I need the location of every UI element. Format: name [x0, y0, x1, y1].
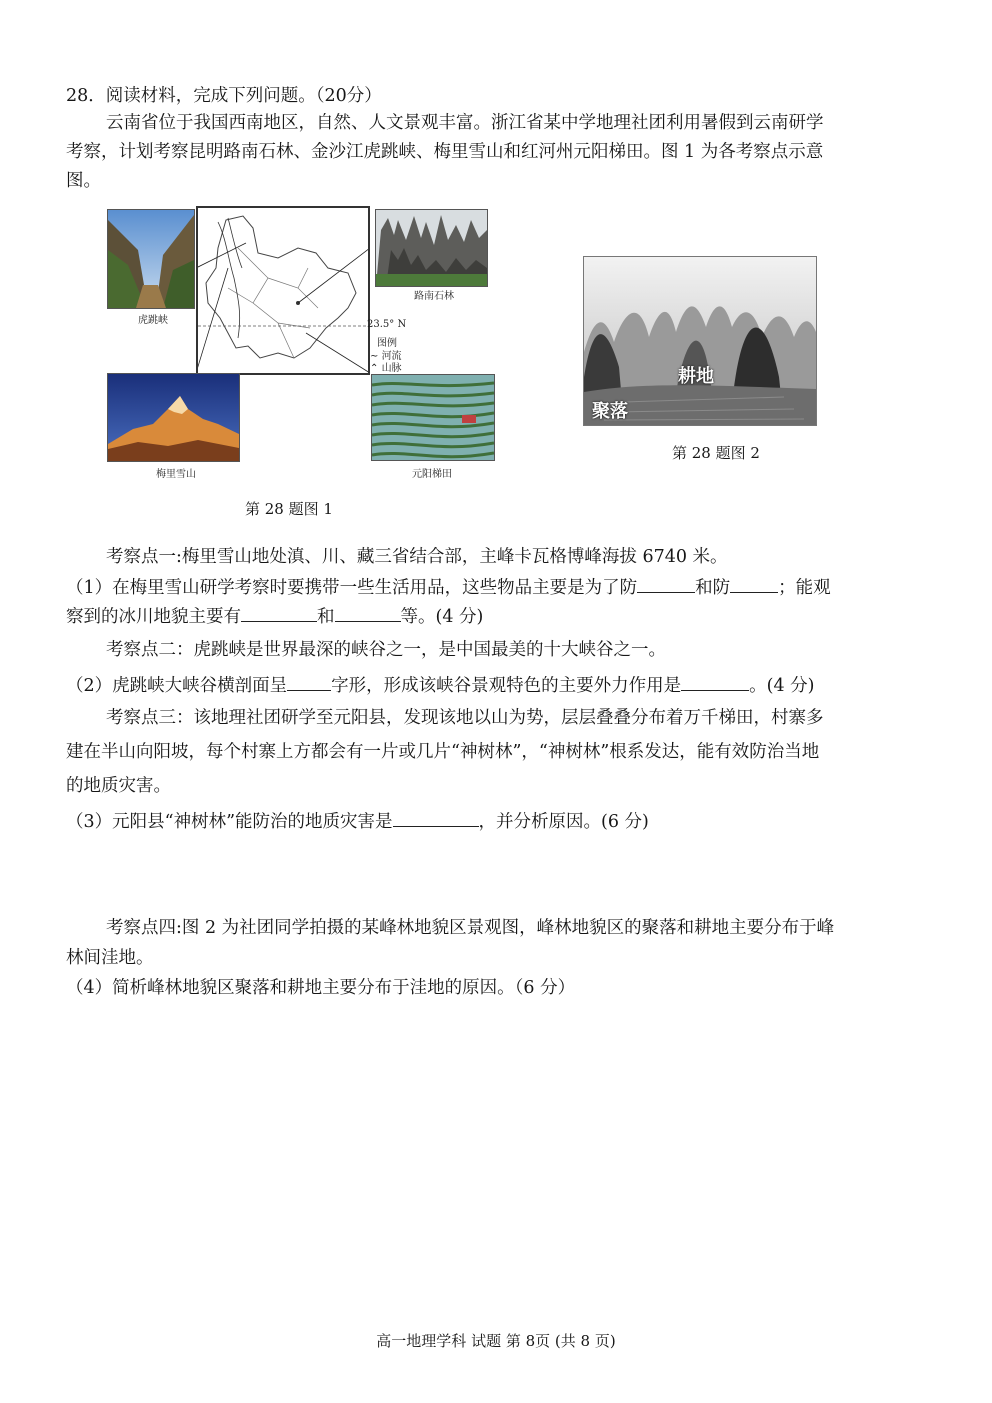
intro-line-3: 图。 [66, 171, 101, 191]
question-header: 28．阅读材料，完成下列问题。（20分） [66, 86, 382, 106]
meili-label: 梅里雪山 [156, 469, 196, 480]
label-settlement: 聚落 [592, 401, 628, 422]
yuanyang-label: 元阳梯田 [412, 469, 452, 480]
figure-1-caption: 第 28 题图 1 [245, 500, 333, 518]
site-3-line-2: 建在半山向阳坡，每个村寨上方都会有一片或几片“神树林”，“神树林”根系发达，能有效防治当地 [66, 742, 820, 762]
stone-forest-photo [375, 209, 488, 287]
mountain-icon: ⌃ [370, 363, 382, 374]
answer-blank-4[interactable] [335, 603, 401, 622]
site-3-line-3: 的地质灾害。 [66, 776, 171, 796]
site-4-line-1: 考察点四:图 2 为社团同学拍摄的某峰林地貌区景观图，峰林地貌区的聚落和耕地主要分布于峰 [106, 918, 835, 938]
answer-blank-5[interactable] [287, 672, 331, 691]
site-2-text: 考察点二：虎跳峡是世界最深的峡谷之一，是中国最美的十大峡谷之一。 [106, 640, 666, 660]
answer-blank-7[interactable] [393, 808, 479, 827]
intro-line-2: 考察，计划考察昆明路南石林、金沙江虎跳峡、梅里雪山和红河州元阳梯田。图 1 为各考察点示意 [66, 142, 824, 162]
legend-mountain: ⌃ 山脉 [370, 363, 402, 374]
question-1-line-1: （1）在梅里雪山研学考察时要携带一些生活用品，这些物品主要是为了防 和防 ；能观 [66, 574, 831, 600]
question-3: （3）元阳县“神树林”能防治的地质灾害是 ，并分析原因。(6 分) [66, 808, 649, 834]
karst-landscape-photo [583, 256, 817, 426]
yuanyang-terraces-photo [371, 374, 495, 461]
answer-blank-2[interactable] [730, 574, 778, 593]
legend-river: ∼ 河流 [370, 351, 402, 362]
tiger-leaping-gorge-photo [107, 209, 195, 309]
page-footer: 高一地理学科 试题 第 8页 (共 8 页) [376, 1332, 616, 1350]
site-3-line-1: 考察点三：该地理社团研学至元阳县，发现该地以山为势，层层叠叠分布着万千梯田，村寨多 [106, 708, 824, 728]
answer-blank-1[interactable] [637, 574, 695, 593]
tiger-leaping-label: 虎跳峡 [138, 315, 168, 326]
site-1-text: 考察点一:梅里雪山地处滇、川、藏三省结合部，主峰卡瓦格博峰海拔 6740 米。 [106, 547, 728, 567]
yunnan-map [196, 206, 370, 375]
label-cultivated-land: 耕地 [678, 366, 714, 387]
stone-forest-label: 路南石林 [414, 291, 454, 302]
question-4: （4）简析峰林地貌区聚落和耕地主要分布于洼地的原因。（6 分） [66, 978, 576, 998]
latitude-label: 23.5° N [367, 319, 407, 330]
answer-blank-6[interactable] [681, 672, 749, 691]
figure-2-caption: 第 28 题图 2 [672, 444, 760, 462]
intro-line-1: 云南省位于我国西南地区，自然、人文景观丰富。浙江省某中学地理社团利用暑假到云南研学 [106, 113, 824, 133]
answer-blank-3[interactable] [241, 603, 317, 622]
river-icon: ∼ [370, 351, 382, 362]
question-1-line-2: 察到的冰川地貌主要有 和 等。(4 分) [66, 603, 483, 629]
question-2: （2）虎跳峡大峡谷横剖面呈 字形，形成该峡谷景观特色的主要外力作用是 。(4 分) [66, 672, 815, 698]
site-4-line-2: 林间洼地。 [66, 948, 154, 968]
meili-snow-mountain-photo [107, 373, 240, 462]
legend-title: 图例 [377, 338, 397, 349]
